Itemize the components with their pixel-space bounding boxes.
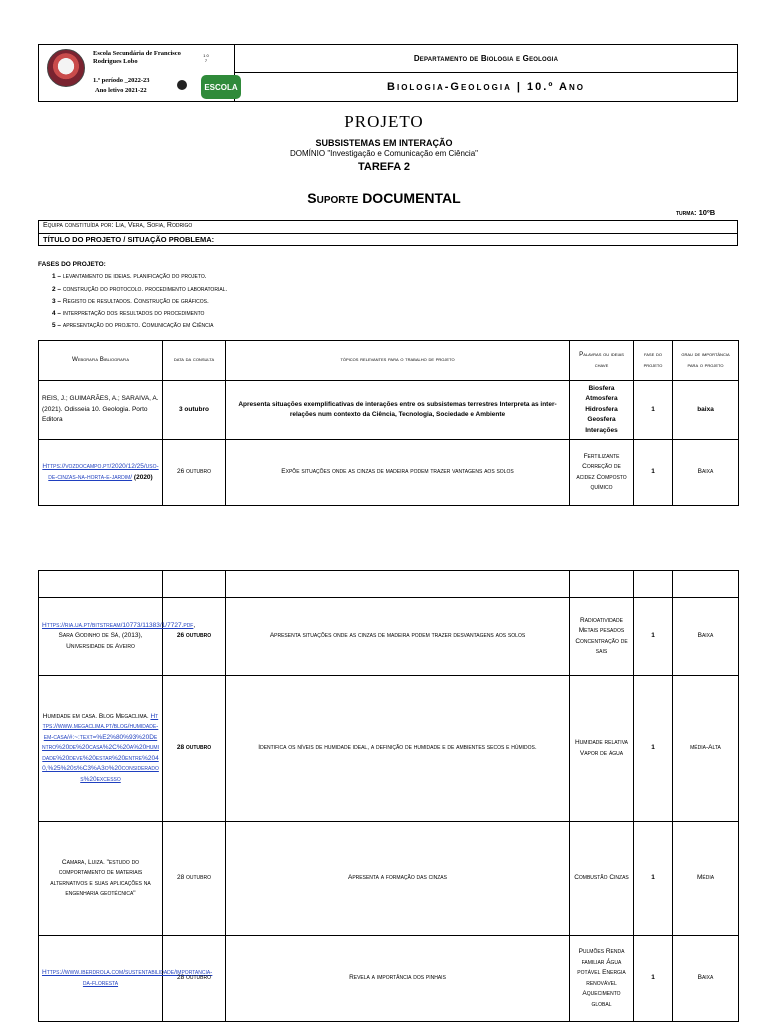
document-header (38, 44, 738, 102)
topic-cell: Expõe situações onde as cinzas de madeira podem trazer vantagens aos solos (226, 440, 570, 506)
fase-number: 2 – (52, 285, 62, 293)
source-year: (2020) (133, 473, 153, 481)
phase-cell: 1 (634, 936, 673, 1022)
header-data: data da consulta (163, 341, 226, 381)
fase-item (38, 296, 227, 308)
fase-number: 4 – (52, 310, 62, 318)
school-name: Escola Secundária de Francisco Rodrigues Lobo (93, 50, 181, 65)
equipa-row: Equipa constituída por: Lia, Vera, Sofia, Rodrigo (43, 222, 193, 229)
school-block (39, 45, 238, 101)
empty-cell (39, 571, 163, 598)
project-title: PROJETO (344, 112, 424, 131)
header-palavras: Palavras ou ideias chave (570, 341, 634, 381)
source-author: , Sara Godinho de Sá, (2013), Universidade de Aveiro (58, 621, 196, 650)
phase-cell: 1 (634, 676, 673, 822)
fase-number: 5 – (52, 322, 62, 330)
empty-cell (163, 571, 226, 598)
fase-text: Registo de resultados. Construção de gráficos. (62, 297, 209, 305)
empty-header-row (39, 571, 739, 598)
topic-cell: Apresenta a formação das cinzas (226, 822, 570, 936)
fase-text: interpretação dos resultados do procedimento (62, 310, 205, 318)
date-cell: 28 outubro (163, 936, 226, 1022)
phase-cell: 1 (634, 598, 673, 676)
department-title: Departamento de Biologia e Geologia (235, 45, 737, 73)
source-cell (39, 676, 163, 822)
sources-table-2 (38, 570, 739, 1022)
source-link[interactable]: Https://ria.ua.pt/bitstream/10773/11383/1/7727.pdf (42, 621, 194, 629)
keywords-cell: Fertilizante Correção de acidez Composto químico (570, 440, 634, 506)
date-cell: 26 outubro (163, 440, 226, 506)
header-fase: fase do projeto (634, 341, 673, 381)
source-cell: Camara, Luiza. "estudo do comportamento de materiais alternativos e suas aplicações na engenharia geotécnica" (39, 822, 163, 936)
fase-text: construção do protocolo. procedimento laboratorial. (62, 285, 228, 293)
titulo-row: TÍTULO DO PROJETO / SITUAÇÃO PROBLEMA: (39, 233, 737, 245)
fases-list (38, 259, 227, 333)
escola-logo: ESCOLA (201, 75, 241, 99)
empty-cell (226, 571, 570, 598)
fase-text: levantamento de ideias. planificação do projeto. (62, 273, 207, 281)
date-cell: 3 outubro (163, 381, 226, 440)
phase-cell: 1 (634, 822, 673, 936)
table-row (39, 822, 739, 936)
source-link[interactable]: Https://www.iberdrola.com/sustentabilidade/importancia-da-floresta (42, 969, 213, 987)
date-text: 28 outubro (176, 874, 212, 882)
suporte-title: Suporte DOCUMENTAL (307, 190, 461, 206)
topic-cell: Apresenta situações onde as cinzas de madeira podem trazer desvantagens aos solos (226, 598, 570, 676)
fase-number: 1 – (52, 273, 62, 281)
tarefa-label: TAREFA 2 (358, 161, 410, 173)
subject-title: Biologia-Geologia | 10.º Ano (387, 81, 585, 93)
topic-cell: Apresenta situações exemplificativas de interações entre os subsistemas terrestres Interpreta as inter-relações num contexto da Ciência, Tecnologia, Sociedade e Ambiente (226, 381, 570, 440)
source-cell: REIS, J.; GUIMARÃES, A.; SARAIVA, A. (2021). Odisseia 10. Geologia. Porto Editora (39, 381, 163, 440)
phase-cell: 1 (634, 381, 673, 440)
header-webgrafia: Webgrafia Bibliografia (39, 341, 163, 381)
fase-text: apresentação do projeto. Comunicação em Ciência (62, 322, 214, 330)
fases-title: FASES DO PROJETO: (38, 261, 106, 268)
project-subtitle: SUBSISTEMAS EM INTERAÇÃO (315, 138, 453, 148)
source-title: Humidade em casa. Blog Megaclima. (42, 712, 149, 720)
fase-item (38, 284, 227, 296)
keywords-cell: Biosfera Atmosfera Hidrosfera Geosfera Interações (570, 381, 634, 440)
keywords-cell: Humidade relativa Vapor de água (570, 676, 634, 822)
sources-table-1 (38, 340, 739, 506)
fase-item (38, 271, 227, 283)
date-cell: 26 outubro (163, 598, 226, 676)
table-row (39, 936, 739, 1022)
empty-cell (673, 571, 739, 598)
table-row (39, 676, 739, 822)
topic-cell: Identifica os níveis de humidade ideal, a definição de humidade e de ambientes secos e húmidos. (226, 676, 570, 822)
keywords-cell: Combustão Cinzas (570, 822, 634, 936)
empty-cell (634, 571, 673, 598)
ano-letivo-label: Ano letivo 2021-22 (95, 87, 147, 94)
table-row (39, 381, 739, 440)
fase-item (38, 320, 227, 332)
source-cell (39, 440, 163, 506)
seal-logo-icon (171, 79, 193, 97)
table-header-row (39, 341, 739, 381)
source-link[interactable]: Https://vozdocampo.pt/2020/12/25/uso-de-cinzas-na-horta-e-jardim/ (42, 463, 159, 481)
topic-cell: Revela a importância dos pinhais (226, 936, 570, 1022)
importance-cell: Baixa (673, 440, 739, 506)
header-topicos: tópicos relevantes para o trabalho de projeto (226, 341, 570, 381)
turma-label: turma: 10ºB (676, 208, 716, 217)
importance-cell: Média (673, 822, 739, 936)
table-row (39, 440, 739, 506)
fase-number: 3 – (52, 297, 62, 305)
keywords-cell: Pulmões Renda familiar Água potável Energia renovável Aquecimento global (570, 936, 634, 1022)
table-row (39, 598, 739, 676)
school-logo-icon (47, 49, 85, 87)
keywords-cell: Radioatividade Metais pesados Concentração de sais (570, 598, 634, 676)
importance-cell: média-Alta (673, 676, 739, 822)
dominio-label: DOMÍNIO "Investigação e Comunicação em Ciência" (290, 149, 478, 158)
empty-cell (570, 571, 634, 598)
vertical-code: 1 0 7 (203, 53, 209, 63)
importance-cell: baixa (673, 381, 739, 440)
date-cell (163, 822, 226, 936)
importance-cell: Baixa (673, 598, 739, 676)
importance-cell: Baixa (673, 936, 739, 1022)
fase-item (38, 308, 227, 320)
header-grau: grau de importância para o projeto (673, 341, 739, 381)
source-link[interactable]: Https://www.megaclima.pt/blog/humidade-em-casa/#:~:text=%E2%80%93%20Dentro%20de%20casa%2C%20a%20humidade%20deve%20estar%20entre%2040,%25%20s%C3%A3o%20considerados%20excesso (42, 712, 159, 783)
phase-cell: 1 (634, 440, 673, 506)
team-info-box (38, 220, 738, 246)
periodo-label: 1.º período _2022-23 (93, 77, 150, 84)
date-cell: 28 outubro (163, 676, 226, 822)
